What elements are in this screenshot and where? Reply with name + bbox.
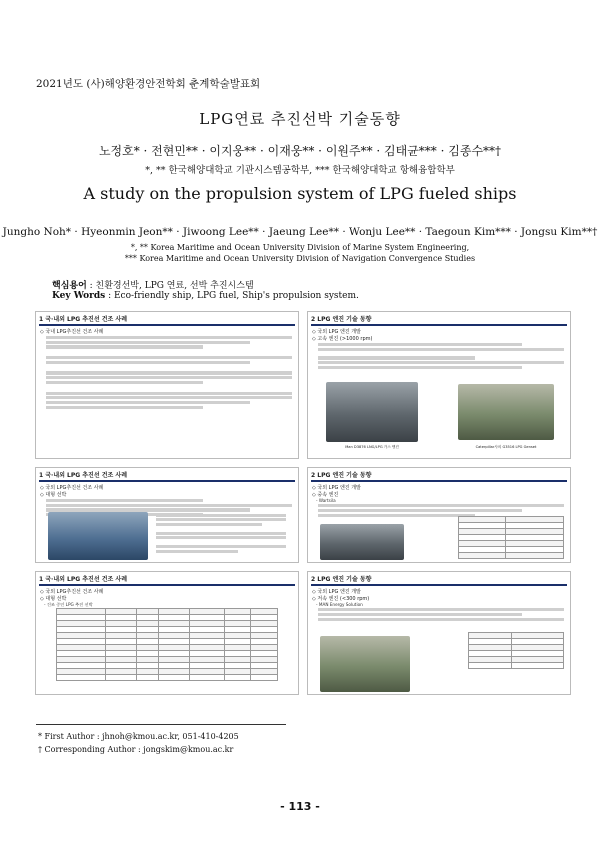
poster-panel-ships-under-construction bbox=[35, 571, 299, 695]
english-title: A study on the propulsion system of LPG fueled ships bbox=[83, 184, 517, 203]
genset-photo bbox=[458, 384, 554, 440]
panel-rule bbox=[311, 584, 567, 586]
engine-spec-table bbox=[468, 632, 564, 669]
panel-title: 1 국·내외 LPG 추진선 건조 사례 bbox=[39, 576, 128, 583]
panel-subtitle-2: ◇ 대형 선박 bbox=[40, 595, 67, 602]
engine-photo bbox=[320, 636, 410, 692]
text-line bbox=[46, 504, 292, 507]
english-affiliation-1: *, ** Korea Maritime and Ocean University Division of Marine System Engineering, bbox=[130, 243, 470, 252]
korean-keywords bbox=[52, 278, 254, 291]
text-line bbox=[156, 532, 286, 535]
panel-subtitle: ◇ 국외 LPG 엔진 개발 bbox=[312, 588, 361, 595]
text-line bbox=[46, 406, 203, 409]
manufacturer-line: - MAN Energy Solution bbox=[316, 601, 363, 607]
text-line bbox=[46, 341, 250, 344]
corresponding-author-footnote: † Corresponding Author : jongskim@kmou.ac.kr bbox=[38, 745, 234, 754]
poster-panel-domestic-cases bbox=[35, 311, 299, 459]
ship-list-table bbox=[56, 608, 278, 681]
text-line bbox=[46, 499, 203, 502]
english-affiliation-2: *** Korea Maritime and Ocean University Division of Navigation Convergence Studies bbox=[124, 254, 476, 263]
poster-panel-high-speed-engines bbox=[307, 311, 571, 459]
korean-affiliation: *, ** 한국해양대학교 기관시스템공학부, *** 한국해양대학교 항해융합학부 bbox=[145, 165, 455, 176]
english-keywords bbox=[52, 291, 359, 301]
panel-title: 2 LPG 엔진 기술 동향 bbox=[311, 316, 372, 323]
page-number: - 113 - bbox=[280, 800, 320, 813]
conference-name: 2021년도 (사)해양환경안전학회 춘계학술발표회 bbox=[36, 78, 261, 90]
panel-rule bbox=[311, 324, 567, 326]
text-line bbox=[156, 518, 286, 521]
panel-subtitle: ◇ 국외 LPG추진선 건조 사례 bbox=[40, 588, 104, 595]
text-line bbox=[46, 376, 292, 379]
english-keywords-label: Key Words bbox=[52, 291, 106, 301]
panel-subtitle: ◇ 국외 LPG추진선 건조 사례 bbox=[40, 484, 104, 491]
text-line bbox=[46, 336, 292, 339]
panel-rule bbox=[39, 480, 295, 482]
text-line bbox=[318, 356, 475, 359]
panel-subtitle: ◇ 국외 LPG 엔진 개발 bbox=[312, 328, 361, 335]
panel-rule bbox=[39, 324, 295, 326]
genset-caption: Caterpillar사의 G3516 LPG Genset bbox=[475, 445, 537, 449]
text-line bbox=[156, 514, 286, 517]
poster-panel-medium-speed-engines bbox=[307, 467, 571, 563]
korean-keywords-text: : 친환경선박, LPG 연료, 선박 추진시스템 bbox=[86, 281, 254, 291]
panel-title: 2 LPG 엔진 기술 동향 bbox=[311, 576, 372, 583]
engine-caption: Man D3876 LNG/LPG 가스 엔진 bbox=[345, 445, 399, 449]
text-line bbox=[318, 361, 564, 364]
text-line bbox=[318, 613, 522, 616]
text-line bbox=[318, 608, 564, 611]
panel-rule bbox=[311, 480, 567, 482]
ship-photo bbox=[48, 512, 148, 560]
korean-title: LPG연료 추진선박 기술동향 bbox=[199, 110, 401, 128]
panel-subtitle-3: - 건조 중인 LPG 추진 선박 bbox=[44, 601, 93, 607]
text-line bbox=[318, 366, 522, 369]
text-line bbox=[46, 396, 292, 399]
korean-authors: 노정호* · 전현민** · 이지웅** · 이재웅** · 이원주** · 김태균*** · 김종수**† bbox=[98, 144, 502, 158]
panel-subtitle: ◇ 국외 LPG 엔진 개발 bbox=[312, 484, 361, 491]
text-line bbox=[318, 618, 564, 621]
footnote-rule bbox=[36, 724, 286, 725]
panel-subtitle-2: ◇ 대형 선박 bbox=[40, 491, 67, 498]
text-line bbox=[318, 504, 564, 507]
first-author-footnote: * First Author : jhnoh@kmou.ac.kr, 051-410-4205 bbox=[38, 732, 239, 741]
panel-title: 1 국·내외 LPG 추진선 건조 사례 bbox=[39, 472, 128, 479]
manufacturer-line: - Wartsila bbox=[316, 497, 336, 503]
text-line bbox=[156, 545, 286, 548]
text-line bbox=[46, 356, 292, 359]
panel-subtitle-2: ◇ 저속 엔진 (<300 rpm) bbox=[312, 595, 370, 602]
engine-photo bbox=[326, 382, 418, 442]
panel-title: 2 LPG 엔진 기술 동향 bbox=[311, 472, 372, 479]
text-line bbox=[46, 392, 292, 395]
text-line bbox=[46, 371, 292, 374]
panel-subtitle-2: ◇ 고속 엔진 (>1000 rpm) bbox=[312, 335, 373, 342]
panel-title: 1 국·내외 LPG 추진선 건조 사례 bbox=[39, 316, 128, 323]
korean-keywords-label: 핵심용어 bbox=[52, 281, 87, 291]
text-line bbox=[318, 509, 522, 512]
english-authors: Jungho Noh* · Hyeonmin Jeon** · Jiwoong Lee** · Jaeung Lee** · Wonju Lee** · Taegoun Kim*** · Jongsu Kim**† bbox=[2, 226, 598, 238]
poster-panel-low-speed-engines bbox=[307, 571, 571, 695]
panel-subtitle-2: ◇ 중속 엔진 bbox=[312, 491, 339, 498]
panel-subtitle: ◇ 국내 LPG추진선 건조 사례 bbox=[40, 328, 104, 335]
engine-photo bbox=[320, 524, 404, 560]
text-line bbox=[318, 343, 522, 346]
right-text-block bbox=[156, 512, 292, 553]
panel-rule bbox=[39, 584, 295, 586]
text-line bbox=[156, 550, 238, 553]
english-keywords-text: : Eco-friendly ship, LPG fuel, Ship's propulsion system. bbox=[105, 291, 359, 301]
engine-spec-table bbox=[458, 516, 564, 559]
text-line bbox=[318, 514, 475, 517]
text-line bbox=[46, 401, 250, 404]
poster-panel-overseas-cases bbox=[35, 467, 299, 563]
